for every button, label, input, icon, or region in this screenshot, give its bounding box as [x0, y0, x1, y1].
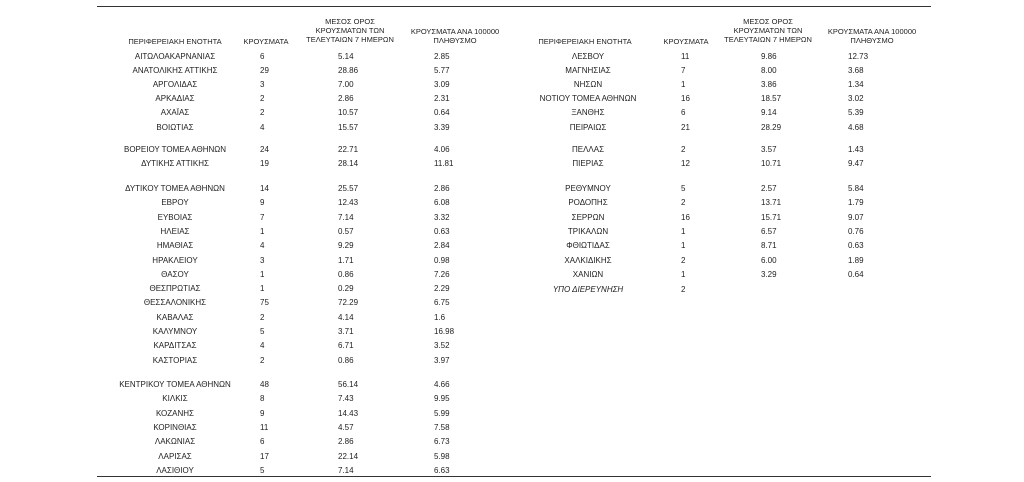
cases-value: 11 [681, 52, 690, 61]
cases-value: 7 [260, 213, 265, 222]
cases-value: 21 [681, 123, 690, 132]
per100k-value: 5.99 [434, 409, 450, 418]
per100k-value: 2.86 [434, 184, 450, 193]
region-name: ΛΑΚΩΝΙΑΣ [154, 437, 196, 446]
per100k-value: 16.98 [434, 327, 455, 336]
region-name: ΘΕΣΣΑΛΟΝΙΚΗΣ [143, 298, 207, 307]
region-name: ΑΧΑΪΑΣ [160, 108, 190, 117]
avg7-value: 13.71 [761, 198, 782, 207]
region-name: ΜΑΓΝΗΣΙΑΣ [565, 66, 611, 75]
cases-value: 2 [681, 198, 686, 207]
avg7-value: 1.71 [338, 256, 354, 265]
cases-value: 16 [681, 94, 690, 103]
per100k-value: 7.26 [434, 270, 450, 279]
avg7-value: 0.86 [338, 356, 354, 365]
region-name: ΗΛΕΙΑΣ [160, 227, 190, 236]
right-header-per100k-line1: ΚΡΟΥΣΜΑΤΑ ΑΝΑ 100000 [827, 27, 917, 36]
cases-value: 4 [260, 123, 265, 132]
region-name: ΠΕΛΛΑΣ [571, 145, 605, 154]
avg7-value: 2.86 [338, 437, 354, 446]
region-name: ΡΕΘΥΜΝΟΥ [565, 184, 611, 193]
region-name: ΚΙΛΚΙΣ [162, 394, 188, 403]
cases-value: 1 [681, 80, 686, 89]
per100k-value: 6.73 [434, 437, 450, 446]
per100k-value: 2.31 [434, 94, 450, 103]
region-name: ΑΡΚΑΔΙΑΣ [155, 94, 195, 103]
avg7-value: 28.29 [761, 123, 782, 132]
cases-value: 6 [260, 52, 265, 61]
cases-value: 5 [260, 466, 265, 475]
avg7-value: 5.14 [338, 52, 354, 61]
avg7-value: 28.86 [338, 66, 359, 75]
avg7-value: 7.14 [338, 466, 354, 475]
avg7-value: 3.57 [761, 145, 777, 154]
right-header-avg7 [718, 17, 818, 44]
region-name: ΕΥΒΟΙΑΣ [157, 213, 193, 222]
avg7-value: 6.71 [338, 341, 354, 350]
avg7-value: 22.14 [338, 452, 359, 461]
avg7-value: 10.71 [761, 159, 782, 168]
per100k-value: 4.66 [434, 380, 450, 389]
per100k-value: 0.63 [434, 227, 450, 236]
avg7-value: 15.71 [761, 213, 782, 222]
per100k-value: 1.34 [848, 80, 864, 89]
per100k-value: 12.73 [848, 52, 869, 61]
avg7-value: 6.57 [761, 227, 777, 236]
cases-value: 1 [681, 270, 686, 279]
avg7-value: 0.29 [338, 284, 354, 293]
region-name: ΗΜΑΘΙΑΣ [156, 241, 194, 250]
per100k-value: 9.47 [848, 159, 864, 168]
region-name: ΒΟΡΕΙΟΥ ΤΟΜΕΑ ΑΘΗΝΩΝ [123, 145, 227, 154]
avg7-value: 8.71 [761, 241, 777, 250]
per100k-value: 6.08 [434, 198, 450, 207]
cases-value: 14 [260, 184, 269, 193]
avg7-value: 3.71 [338, 327, 354, 336]
region-name: ΞΑΝΘΗΣ [571, 108, 605, 117]
region-name: ΛΑΣΙΘΙΟΥ [156, 466, 194, 475]
region-name: ΛΕΣΒΟΥ [571, 52, 605, 61]
cases-value: 5 [260, 327, 265, 336]
cases-value: 2 [260, 313, 265, 322]
per100k-value: 1.89 [848, 256, 864, 265]
avg7-value: 0.57 [338, 227, 354, 236]
left-header-per100k-line2: ΠΛΗΘΥΣΜΟ [433, 36, 477, 45]
per100k-value: 9.07 [848, 213, 864, 222]
region-name: ΛΑΡΙΣΑΣ [158, 452, 192, 461]
per100k-value: 3.32 [434, 213, 450, 222]
cases-value: 4 [260, 341, 265, 350]
region-name: ΚΟΡΙΝΘΙΑΣ [153, 423, 197, 432]
cases-value: 6 [681, 108, 686, 117]
per100k-value: 5.98 [434, 452, 450, 461]
region-name: ΦΘΙΩΤΙΔΑΣ [566, 241, 610, 250]
right-header-avg7-line3: ΤΕΛΕΥΤΑΙΩΝ 7 ΗΜΕΡΩΝ [724, 35, 812, 44]
avg7-value: 9.29 [338, 241, 354, 250]
region-name: ΠΙΕΡΙΑΣ [572, 159, 604, 168]
avg7-value: 0.86 [338, 270, 354, 279]
region-name: ΘΑΣΟΥ [161, 270, 189, 279]
avg7-value: 72.29 [338, 298, 359, 307]
region-name: ΗΡΑΚΛΕΙΟΥ [152, 256, 198, 265]
per100k-value: 2.84 [434, 241, 450, 250]
avg7-value: 2.57 [761, 184, 777, 193]
left-header-cases: ΚΡΟΥΣΜΑΤΑ [243, 37, 289, 46]
avg7-value: 15.57 [338, 123, 359, 132]
left-header-avg7-line1: ΜΕΣΟΣ ΟΡΟΣ [325, 17, 375, 26]
avg7-value: 3.29 [761, 270, 777, 279]
region-name: ΣΕΡΡΩΝ [571, 213, 605, 222]
per100k-value: 0.63 [848, 241, 864, 250]
region-name: ΑΡΓΟΛΙΔΑΣ [152, 80, 198, 89]
right-header-region: ΠΕΡΙΦΕΡΕΙΑΚΗ ΕΝΟΤΗΤΑ [538, 37, 632, 46]
region-name: ΔΥΤΙΚΟΥ ΤΟΜΕΑ ΑΘΗΝΩΝ [125, 184, 225, 193]
per100k-value: 2.29 [434, 284, 450, 293]
region-name: ΧΑΝΙΩΝ [572, 270, 604, 279]
cases-value: 5 [681, 184, 686, 193]
per100k-value: 3.02 [848, 94, 864, 103]
cases-value: 19 [260, 159, 269, 168]
left-header-avg7-line3: ΤΕΛΕΥΤΑΙΩΝ 7 ΗΜΕΡΩΝ [306, 35, 394, 44]
region-name: ΒΟΙΩΤΙΑΣ [156, 123, 194, 132]
avg7-value: 9.14 [761, 108, 777, 117]
cases-value: 24 [260, 145, 269, 154]
per100k-value: 7.58 [434, 423, 450, 432]
region-name: ΘΕΣΠΡΩΤΙΑΣ [149, 284, 201, 293]
left-header-per100k [405, 27, 505, 45]
region-name: ΔΥΤΙΚΗΣ ΑΤΤΙΚΗΣ [141, 159, 209, 168]
avg7-value: 14.43 [338, 409, 359, 418]
region-name: ΡΟΔΟΠΗΣ [568, 198, 608, 207]
right-header-avg7-line1: ΜΕΣΟΣ ΟΡΟΣ [743, 17, 793, 26]
cases-value: 29 [260, 66, 269, 75]
per100k-value: 9.95 [434, 394, 450, 403]
avg7-value: 9.86 [761, 52, 777, 61]
right-header-per100k [822, 27, 922, 45]
region-name: ΝΟΤΙΟΥ ΤΟΜΕΑ ΑΘΗΝΩΝ [539, 94, 637, 103]
avg7-value: 28.14 [338, 159, 359, 168]
per100k-value: 1.6 [434, 313, 446, 322]
region-name: ΑΝΑΤΟΛΙΚΗΣ ΑΤΤΙΚΗΣ [132, 66, 218, 75]
region-name: ΚΑΣΤΟΡΙΑΣ [152, 356, 198, 365]
per100k-value: 2.85 [434, 52, 450, 61]
region-name: ΕΒΡΟΥ [161, 198, 189, 207]
cases-value: 9 [260, 198, 265, 207]
per100k-value: 0.64 [848, 270, 864, 279]
left-header-region: ΠΕΡΙΦΕΡΕΙΑΚΗ ΕΝΟΤΗΤΑ [128, 37, 222, 46]
avg7-value: 4.14 [338, 313, 354, 322]
per100k-value: 5.39 [848, 108, 864, 117]
region-name: ΠΕΙΡΑΙΩΣ [569, 123, 607, 132]
per100k-value: 6.75 [434, 298, 450, 307]
cases-value: 1 [681, 227, 686, 236]
cases-value: 2 [260, 108, 265, 117]
left-header-avg7 [300, 17, 400, 44]
avg7-value: 3.86 [761, 80, 777, 89]
cases-value: 7 [681, 66, 686, 75]
cases-value: 6 [260, 437, 265, 446]
cases-value: 1 [260, 227, 265, 236]
per100k-value: 0.98 [434, 256, 450, 265]
right-header-avg7-line2: ΚΡΟΥΣΜΑΤΩΝ ΤΩΝ [733, 26, 803, 35]
avg7-value: 18.57 [761, 94, 782, 103]
per100k-value: 3.09 [434, 80, 450, 89]
avg7-value: 7.43 [338, 394, 354, 403]
region-name: ΚΑΒΑΛΑΣ [156, 313, 194, 322]
cases-value: 1 [260, 284, 265, 293]
cases-value: 11 [260, 423, 269, 432]
avg7-value: 7.14 [338, 213, 354, 222]
cases-value: 2 [681, 145, 686, 154]
cases-value: 2 [681, 285, 686, 294]
cases-value: 2 [681, 256, 686, 265]
avg7-value: 4.57 [338, 423, 354, 432]
avg7-value: 12.43 [338, 198, 359, 207]
region-name: ΥΠΟ ΔΙΕΡΕΥΝΗΣΗ [552, 285, 624, 294]
left-header-per100k-line1: ΚΡΟΥΣΜΑΤΑ ΑΝΑ 100000 [410, 27, 500, 36]
region-name: ΤΡΙΚΑΛΩΝ [567, 227, 609, 236]
right-header-per100k-line2: ΠΛΗΘΥΣΜΟ [850, 36, 894, 45]
cases-value: 12 [681, 159, 690, 168]
per100k-value: 5.77 [434, 66, 450, 75]
avg7-value: 56.14 [338, 380, 359, 389]
region-name: ΚΑΡΔΙΤΣΑΣ [153, 341, 197, 350]
per100k-value: 1.79 [848, 198, 864, 207]
per100k-value: 5.84 [848, 184, 864, 193]
right-header-cases: ΚΡΟΥΣΜΑΤΑ [663, 37, 709, 46]
region-name: ΧΑΛΚΙΔΙΚΗΣ [564, 256, 612, 265]
cases-value: 1 [260, 270, 265, 279]
left-header-avg7-line2: ΚΡΟΥΣΜΑΤΩΝ ΤΩΝ [315, 26, 385, 35]
avg7-value: 6.00 [761, 256, 777, 265]
cases-value: 75 [260, 298, 269, 307]
cases-value: 3 [260, 80, 265, 89]
cases-value: 8 [260, 394, 265, 403]
cases-value: 1 [681, 241, 686, 250]
avg7-value: 25.57 [338, 184, 359, 193]
avg7-value: 22.71 [338, 145, 359, 154]
avg7-value: 7.00 [338, 80, 354, 89]
per100k-value: 3.52 [434, 341, 450, 350]
avg7-value: 8.00 [761, 66, 777, 75]
per100k-value: 4.06 [434, 145, 450, 154]
per100k-value: 0.64 [434, 108, 450, 117]
region-name: ΑΙΤΩΛΟΑΚΑΡΝΑΝΙΑΣ [134, 52, 216, 61]
cases-value: 17 [260, 452, 269, 461]
cases-value: 16 [681, 213, 690, 222]
table-top-rule [97, 6, 931, 7]
per100k-value: 3.39 [434, 123, 450, 132]
avg7-value: 2.86 [338, 94, 354, 103]
cases-value: 3 [260, 256, 265, 265]
per100k-value: 3.97 [434, 356, 450, 365]
region-name: ΚΕΝΤΡΙΚΟΥ ΤΟΜΕΑ ΑΘΗΝΩΝ [119, 380, 231, 389]
per100k-value: 4.68 [848, 123, 864, 132]
per100k-value: 6.63 [434, 466, 450, 475]
cases-value: 48 [260, 380, 269, 389]
per100k-value: 11.81 [434, 159, 454, 168]
per100k-value: 3.68 [848, 66, 864, 75]
table-bottom-rule [97, 476, 931, 477]
region-name: ΚΟΖΑΝΗΣ [155, 409, 195, 418]
region-name: ΚΑΛΥΜΝΟΥ [152, 327, 198, 336]
cases-value: 2 [260, 94, 265, 103]
avg7-value: 10.57 [338, 108, 359, 117]
per100k-value: 1.43 [848, 145, 864, 154]
per100k-value: 0.76 [848, 227, 864, 236]
cases-value: 9 [260, 409, 265, 418]
cases-value: 2 [260, 356, 265, 365]
region-name: ΝΗΣΩΝ [573, 80, 603, 89]
cases-value: 4 [260, 241, 265, 250]
